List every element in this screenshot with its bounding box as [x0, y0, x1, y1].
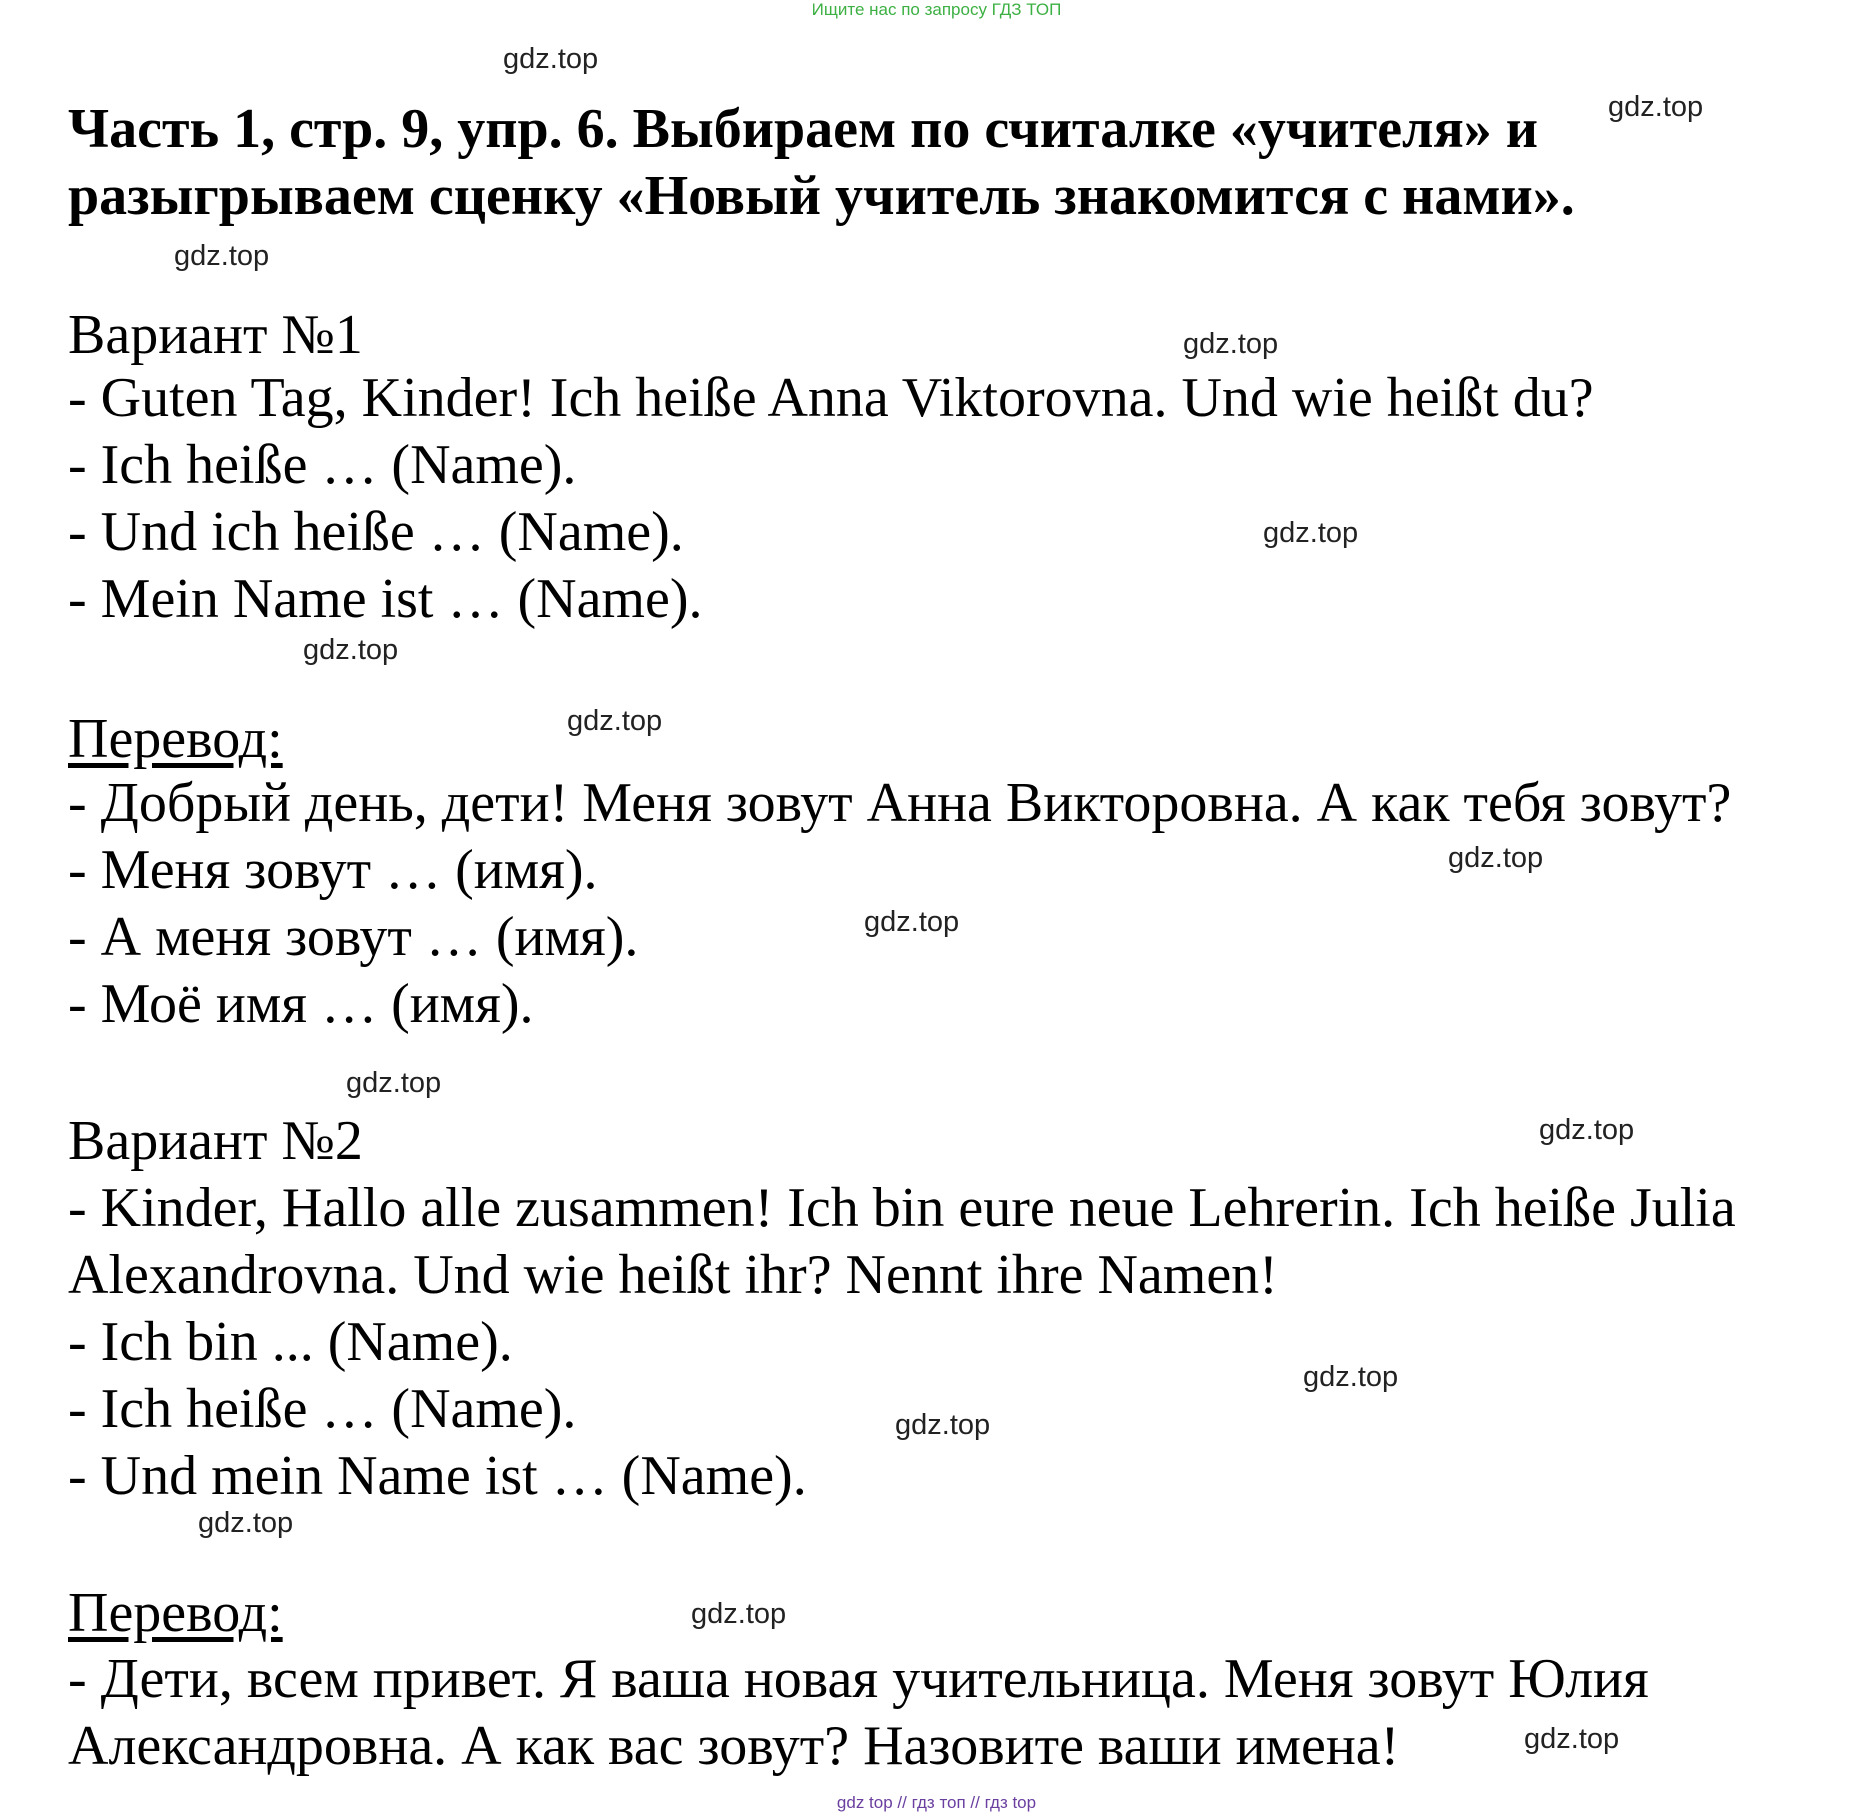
- variant2-line-3: - Ich bin ... (Name).: [68, 1311, 513, 1373]
- variant2-line-5: - Und mein Name ist … (Name).: [68, 1445, 807, 1507]
- watermark: gdz.top: [1524, 1723, 1620, 1755]
- variant2-line-1: - Kinder, Hallo alle zusammen! Ich bin eure neue Lehrerin. Ich heiße Julia: [68, 1177, 1736, 1239]
- watermark: gdz.top: [1608, 91, 1704, 123]
- watermark: gdz.top: [198, 1507, 294, 1539]
- watermark: gdz.top: [346, 1067, 442, 1099]
- variant2-heading: Вариант №2: [68, 1110, 363, 1172]
- variant2-line-2: Alexandrovna. Und wie heißt ihr? Nennt ihre Namen!: [68, 1244, 1278, 1306]
- watermark: gdz.top: [503, 43, 599, 75]
- watermark: gdz.top: [1448, 842, 1544, 874]
- variant2-translation-line-1: - Дети, всем привет. Я ваша новая учительница. Меня зовут Юлия: [68, 1648, 1649, 1710]
- watermark: gdz.top: [1539, 1114, 1635, 1146]
- watermark: gdz.top: [691, 1598, 787, 1630]
- variant1-line-4: - Mein Name ist … (Name).: [68, 568, 703, 630]
- watermark: gdz.top: [864, 906, 960, 938]
- footer: gdz top // гдз топ // гдз top: [836, 1793, 1037, 1812]
- variant1-heading: Вариант №1: [68, 304, 363, 366]
- variant1-translation-line-4: - Моё имя … (имя).: [68, 973, 534, 1035]
- watermark: gdz.top: [174, 240, 270, 272]
- top-banner: Ищите нас по запросу ГДЗ ТОП: [811, 0, 1062, 19]
- watermark: gdz.top: [303, 634, 399, 666]
- variant1-line-1: - Guten Tag, Kinder! Ich heiße Anna Viktorovna. Und wie heißt du?: [68, 367, 1594, 429]
- variant1-translation-line-3: - А меня зовут … (имя).: [68, 906, 639, 968]
- watermark: gdz.top: [1303, 1361, 1399, 1393]
- watermark: gdz.top: [567, 705, 663, 737]
- watermark: gdz.top: [1183, 328, 1279, 360]
- variant1-line-3: - Und ich heiße … (Name).: [68, 501, 684, 563]
- watermark: gdz.top: [1263, 517, 1359, 549]
- variant2-translation-label: Перевод:: [68, 1582, 283, 1644]
- watermark: gdz.top: [895, 1409, 991, 1441]
- variant1-line-2: - Ich heiße … (Name).: [68, 434, 577, 496]
- variant1-translation-line-1: - Добрый день, дети! Меня зовут Анна Викторовна. А как тебя зовут?: [68, 772, 1732, 834]
- variant1-translation-line-2: - Меня зовут … (имя).: [68, 839, 598, 901]
- page-title: Часть 1, стр. 9, упр. 6. Выбираем по считалке «учителя» и разыгрываем сценку «Новый учитель знакомится с нами».: [68, 98, 1575, 227]
- variant1-translation-label: Перевод:: [68, 708, 283, 770]
- variant2-translation-line-2: Александровна. А как вас зовут? Назовите ваши имена!: [68, 1715, 1400, 1777]
- variant2-line-4: - Ich heiße … (Name).: [68, 1378, 577, 1440]
